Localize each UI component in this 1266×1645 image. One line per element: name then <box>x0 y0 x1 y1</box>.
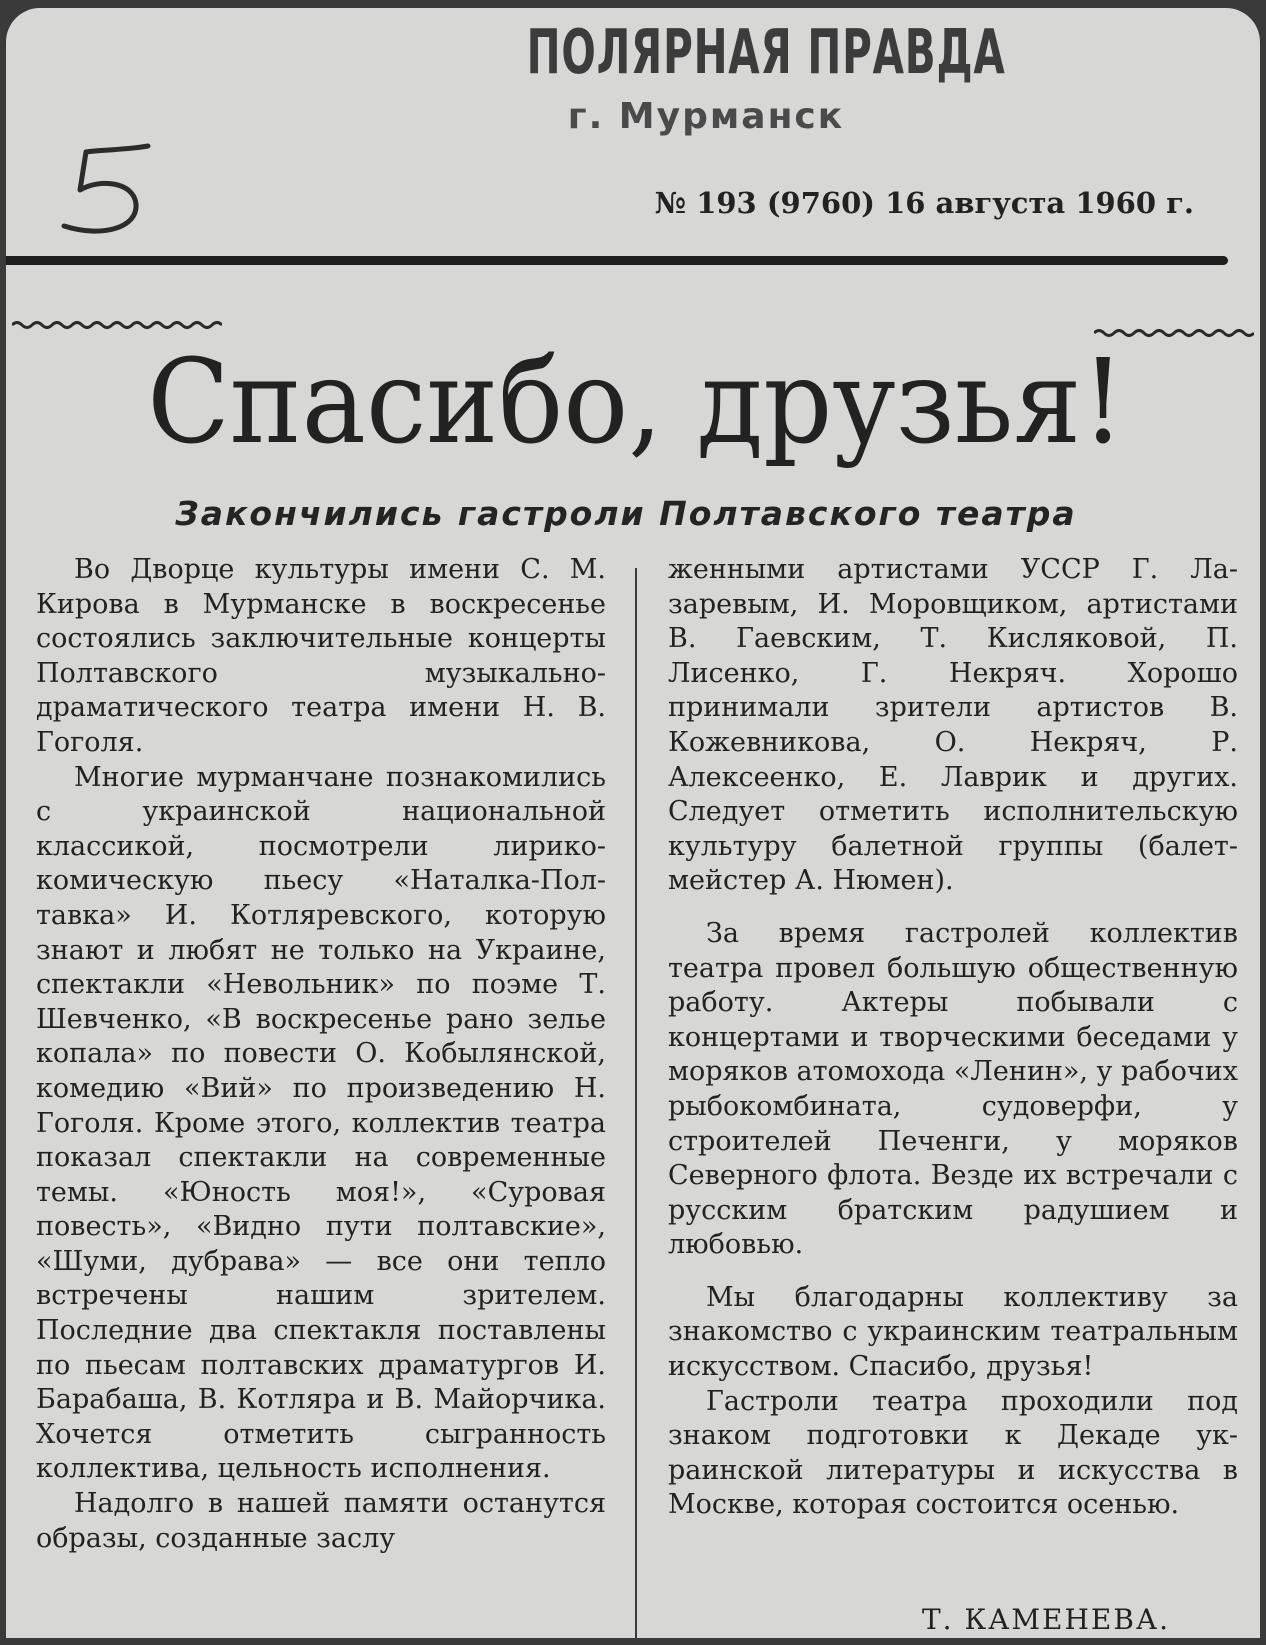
column-divider <box>635 568 637 1638</box>
newspaper-clipping <box>6 8 1260 1638</box>
article-column-right <box>668 553 1238 1523</box>
issue-line: № 193 (9760) 16 августа 1960 г. <box>654 186 1194 220</box>
paragraph: Гастроли театра проходили под знаком подготовки к Декаде украинской литературы и искусства в Москве, которая состоится осенью. <box>668 1385 1238 1521</box>
paragraph: Во Дворце культуры имени С. М. Кирова в Мурманске в воскресенье состоялись заключительные концерты Полтавского музыкально-драматического театра имени Н. В. Гоголя. <box>36 554 606 758</box>
paragraph: Мы благодарны коллективу за знакомство с украинским театральным искусством. Спасибо, друзья! <box>668 1281 1238 1383</box>
wavy-ornament-left <box>12 320 222 330</box>
article-subheadline: Закончились гастроли Полтавского театра <box>175 494 1077 533</box>
paragraph: Надолго в нашей памяти останутся образы, созданные заслу <box>36 1488 606 1554</box>
handwritten-number-icon <box>56 138 176 248</box>
article-headline: Спасибо, друзья! <box>147 335 1125 470</box>
newspaper-city: г. Мурманск <box>567 96 845 137</box>
paragraph: женными артистами УССР Г. Лазаревым, И. Моровщиком, артистами В. Гаевским, Т. Кисляковой, П. Лисенко, Г. Некряч. Хорошо принимали зрители артистов В. Кожевникова, О. Некряч, Р. Алексеенко, Е. Лаврик и других. Следует отметить исполнительскую культуру балетной группы (балетмейстер А. Нюмен). <box>668 554 1238 897</box>
newspaper-name: ПОЛЯРНАЯ ПРАВДА <box>526 17 1006 89</box>
masthead-rule <box>6 256 1228 265</box>
paragraph: За время гастролей коллектив театра провел большую общественную работу. Актеры побывали с концертами и творческими беседами у моряков атомохода «Ленин», у рабочих рыбокомбината, судоверфи, у строителей Печенги, у моряков Северного флота. Везде их встречали с русским братским радушием и любовью. <box>668 917 1238 1261</box>
article-column-left <box>36 553 606 1556</box>
masthead-stamp <box>476 17 1006 137</box>
paragraph: Многие мурманчане познакомились с украинской национальной классикой, посмотрели лирико-комическую пьесу «Наталка-Полтавка» И. Котляревского, которую знают и любят не только на Украине, спектакли «Невольник» по поэме Т. Шевченко, «В воскресенье рано зелье копала» по повести О. Кобылянской, комедию «Вий» по произведению Н. Гоголя. Кроме этого, коллектив театра показал спектакли на современные темы. «Юность моя!», «Суровая повесть», «Видно пути полтавские», «Шуми, дубрава» — все они тепло встречены нашим зрителем. Последние два спектакля поставлены по пьесам полтавских драматургов И. Барабаша, В. Котляра и В. Майорчика. Хочется отметить сыгранность коллектива, цельность исполнения. <box>36 761 606 1485</box>
article-author: Т. КАМЕНЕВА. <box>922 1603 1170 1636</box>
